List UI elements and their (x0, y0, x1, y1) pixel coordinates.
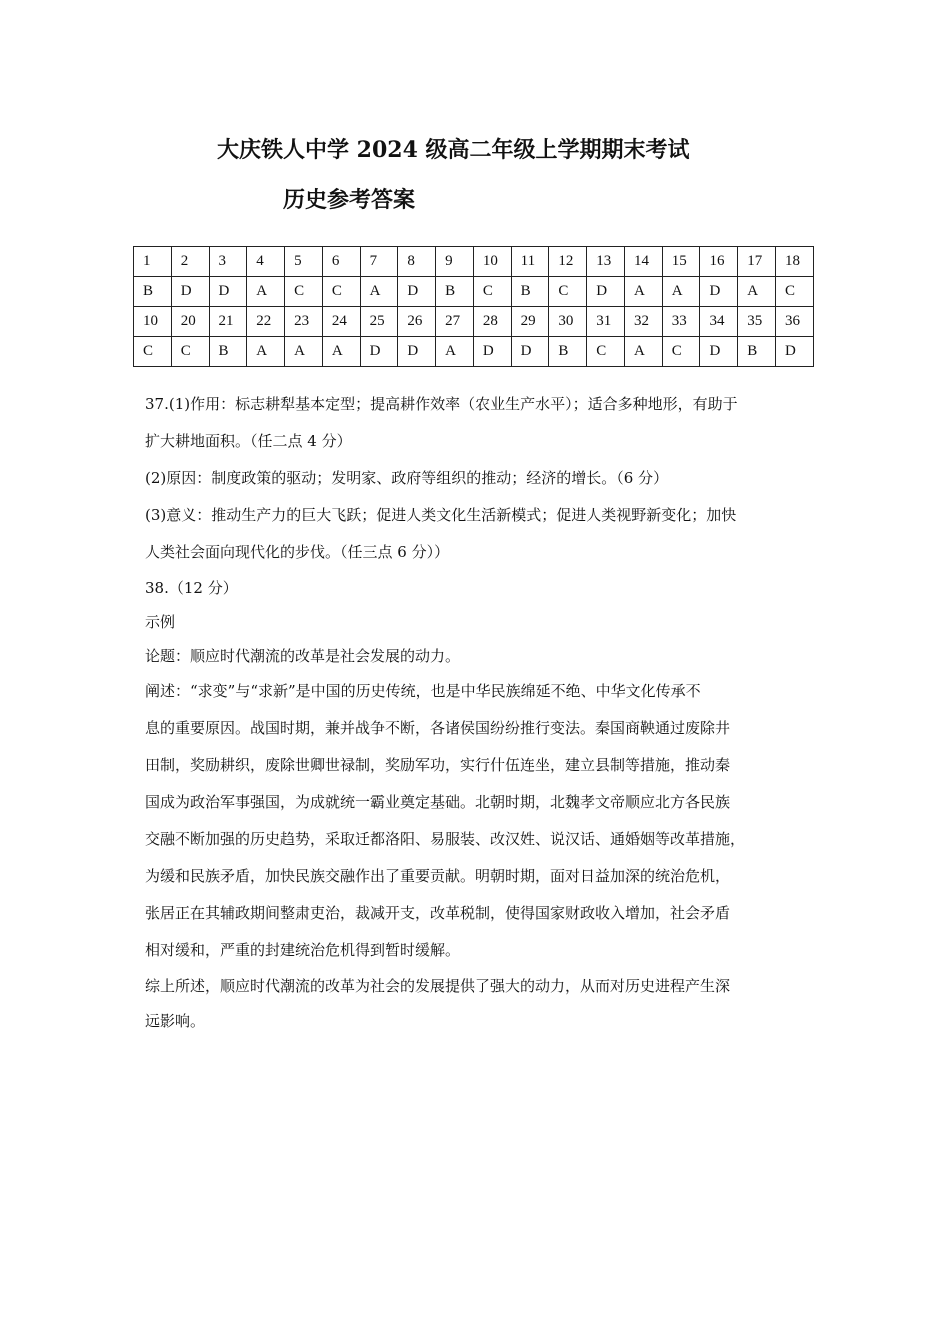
answer-letter-cell: D (511, 337, 549, 367)
answer-letter-cell: A (285, 337, 323, 367)
answer-letter-cell: C (662, 337, 700, 367)
question-number-cell: 27 (436, 307, 474, 337)
q37-part1-line1: 37.(1)作用：标志耕犁基本定型；提高耕作效率（农业生产水平）；适合多种地形，有助于 (145, 395, 738, 413)
answer-letter-cell: A (738, 277, 776, 307)
answer-table-row (134, 277, 814, 307)
question-number-cell: 3 (209, 247, 247, 277)
answer-table-row (134, 247, 814, 277)
answer-letter-cell: D (398, 337, 436, 367)
question-number-cell: 33 (662, 307, 700, 337)
question-number-cell: 5 (285, 247, 323, 277)
answer-letter-cell: D (700, 337, 738, 367)
q38-elaboration-line: 田制，奖励耕织，废除世卿世禄制，奖励军功，实行什伍连坐，建立县制等措施，推动秦 (145, 756, 731, 774)
answer-letter-cell: C (587, 337, 625, 367)
question-number-cell: 8 (398, 247, 436, 277)
question-number-cell: 9 (436, 247, 474, 277)
answer-letter-cell: A (662, 277, 700, 307)
question-number-cell: 29 (511, 307, 549, 337)
answer-letter-cell: D (209, 277, 247, 307)
answer-letter-cell: A (624, 277, 662, 307)
question-number-cell: 10 (134, 307, 172, 337)
answer-letter-cell: C (171, 337, 209, 367)
q37-part3-line1: (3)意义：推动生产力的巨大飞跃；促进人类文化生活新模式；促进人类视野新变化；加快 (145, 506, 737, 524)
answer-letter-cell: D (700, 277, 738, 307)
answer-letter-cell: C (134, 337, 172, 367)
question-number-cell: 15 (662, 247, 700, 277)
answer-letter-cell: C (549, 277, 587, 307)
q38-elaboration-line: 国成为政治军事强国，为成就统一霸业奠定基础。北朝时期，北魏孝文帝顺应北方各民族 (145, 793, 731, 811)
question-number-cell: 35 (738, 307, 776, 337)
answer-letter-cell: A (360, 277, 398, 307)
answer-table-row (134, 307, 814, 337)
answer-letter-cell: A (436, 337, 474, 367)
answer-letter-cell: A (322, 337, 360, 367)
q38-conclusion-line: 远影响。 (145, 1012, 206, 1030)
q38-example-label: 示例 (145, 613, 176, 631)
question-number-cell: 26 (398, 307, 436, 337)
question-number-cell: 16 (700, 247, 738, 277)
q37-part2: (2)原因：制度政策的驱动；发明家、政府等组织的推动；经济的增长。（6 分） (145, 469, 669, 487)
q38-elaboration-line: 阐述：“求变”与“求新”是中国的历史传统，也是中华民族绵延不绝、中华文化传承不 (145, 682, 701, 700)
question-number-cell: 2 (171, 247, 209, 277)
answer-letter-cell: C (285, 277, 323, 307)
answer-letter-cell: D (171, 277, 209, 307)
question-number-cell: 28 (473, 307, 511, 337)
question-number-cell: 4 (247, 247, 285, 277)
q38-conclusion-line: 综上所述，顺应时代潮流的改革为社会的发展提供了强大的动力，从而对历史进程产生深 (145, 977, 731, 995)
question-number-cell: 6 (322, 247, 360, 277)
question-number-cell: 22 (247, 307, 285, 337)
q38-elaboration-line: 相对缓和，严重的封建统治危机得到暂时缓解。 (145, 941, 461, 959)
answer-letter-cell: D (398, 277, 436, 307)
answer-letter-cell: C (776, 277, 814, 307)
answer-letter-cell: B (549, 337, 587, 367)
answer-letter-cell: B (436, 277, 474, 307)
answer-letter-cell: A (624, 337, 662, 367)
answer-letter-cell: D (473, 337, 511, 367)
answer-letter-cell: C (322, 277, 360, 307)
document-subtitle: 历史参考答案 (283, 187, 416, 213)
answer-letter-cell: D (587, 277, 625, 307)
q38-elaboration-line: 为缓和民族矛盾，加快民族交融作出了重要贡献。明朝时期，面对日益加深的统治危机， (145, 867, 731, 885)
question-number-cell: 30 (549, 307, 587, 337)
question-number-cell: 31 (587, 307, 625, 337)
answer-letter-cell: D (776, 337, 814, 367)
answer-letter-cell: B (134, 277, 172, 307)
question-number-cell: 18 (776, 247, 814, 277)
answer-letter-cell: B (511, 277, 549, 307)
answer-table-row (134, 337, 814, 367)
answer-letter-cell: C (473, 277, 511, 307)
answer-letter-cell: A (247, 337, 285, 367)
answer-letter-cell: A (247, 277, 285, 307)
answer-letter-cell: D (360, 337, 398, 367)
q38-elaboration-line: 张居正在其辅政期间整肃吏治，裁减开支，改革税制，使得国家财政收入增加，社会矛盾 (145, 904, 731, 922)
question-number-cell: 10 (473, 247, 511, 277)
question-number-cell: 36 (776, 307, 814, 337)
answer-body (145, 386, 809, 1040)
question-number-cell: 1 (134, 247, 172, 277)
answer-letter-cell: B (209, 337, 247, 367)
question-number-cell: 34 (700, 307, 738, 337)
question-number-cell: 24 (322, 307, 360, 337)
answer-table (133, 246, 814, 367)
q38-heading: 38.（12 分） (145, 579, 238, 597)
answer-letter-cell: B (738, 337, 776, 367)
q38-elaboration-line: 息的重要原因。战国时期，兼并战争不断，各诸侯国纷纷推行变法。秦国商鞅通过废除井 (145, 719, 731, 737)
q38-elaboration-line: 交融不断加强的历史趋势，采取迁都洛阳、易服装、改汉姓、说汉话、通婚姻等改革措施， (145, 830, 746, 848)
question-number-cell: 25 (360, 307, 398, 337)
question-number-cell: 14 (624, 247, 662, 277)
question-number-cell: 13 (587, 247, 625, 277)
q38-thesis: 论题：顺应时代潮流的改革是社会发展的动力。 (145, 647, 461, 665)
question-number-cell: 20 (171, 307, 209, 337)
question-number-cell: 17 (738, 247, 776, 277)
q37-part3-line2: 人类社会面向现代化的步伐。（任三点 6 分）） (145, 543, 450, 561)
question-number-cell: 32 (624, 307, 662, 337)
question-number-cell: 7 (360, 247, 398, 277)
document-title: 大庆铁人中学 2024 级高二年级上学期期末考试 (217, 137, 690, 163)
q37-part1-line2: 扩大耕地面积。（任二点 4 分） (145, 432, 352, 450)
question-number-cell: 23 (285, 307, 323, 337)
question-number-cell: 12 (549, 247, 587, 277)
question-number-cell: 11 (511, 247, 549, 277)
question-number-cell: 21 (209, 307, 247, 337)
